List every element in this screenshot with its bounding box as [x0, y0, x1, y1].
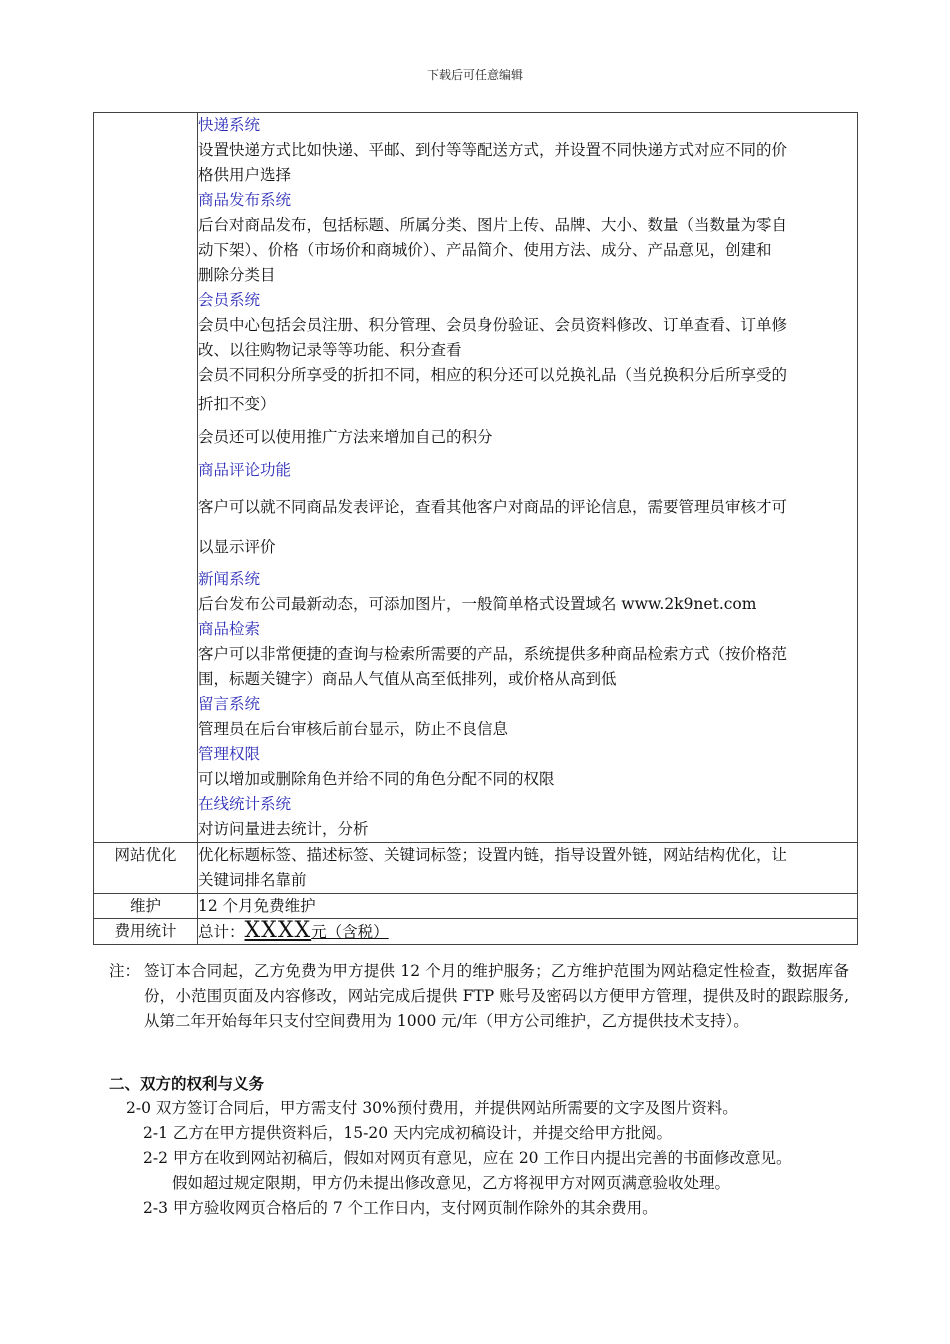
seo-line: 优化标题标签、描述标签、关键词标签；设置内链，指导设置外链，网站结构优化，让 — [198, 846, 788, 864]
feature-line: 可以增加或删除角色并给不同的角色分配不同的权限 — [198, 770, 555, 788]
note-text: 签订本合同起，乙方免费为甲方提供 12 个月的维护服务；乙方维护范围为网站稳定性检查，数据库备份，小范围页面及内容修改，网站完成后提供 FTP 账号及密码以方便甲方管理，提供及时的跟踪服务,从第二年开始每年只支付空间费用为 1000 元/年（甲方公司维护，乙方提供技术支持）。 — [144, 962, 849, 1030]
feature-line: 折扣不变） — [198, 395, 276, 413]
feature-line: 设置快递方式比如快递、平邮、到付等等配送方式，并设置不同快递方式对应不同的价 — [198, 141, 788, 159]
table-row-features — [94, 113, 858, 843]
feature-line: 管理员在后台审核后前台显示，防止不良信息 — [198, 720, 509, 738]
feature-title-member: 会员系统 — [198, 291, 261, 309]
seo-label: 网站优化 — [94, 843, 198, 894]
note-lead: 注： — [109, 962, 141, 980]
section-item: 2-1 乙方在甲方提供资料后，15-20 天内完成初稿设计，并提交给甲方批阅。 — [143, 1124, 673, 1142]
feature-title-guestbook: 留言系统 — [198, 695, 261, 713]
cost-prefix: 总计： — [198, 923, 245, 941]
features-content — [198, 113, 858, 843]
feature-title-product-publish: 商品发布系统 — [198, 191, 292, 209]
section-item: 假如超过规定限期，甲方仍未提出修改意见，乙方将视甲方对网页满意验收处理。 — [172, 1174, 731, 1192]
seo-content — [198, 843, 858, 894]
seo-line: 关键词排名靠前 — [198, 871, 307, 889]
feature-line: 会员中心包括会员注册、积分管理、会员身份验证、会员资料修改、订单查看、订单修 — [198, 316, 788, 334]
feature-line: 以显示评价 — [198, 538, 276, 556]
section-item: 2-2 甲方在收到网站初稿后，假如对网页有意见，应在 20 工作日内提出完善的书面修改意见。 — [143, 1149, 792, 1167]
maintenance-value: 12 个月免费维护 — [198, 894, 858, 919]
feature-title-search: 商品检索 — [198, 620, 261, 638]
table-row-cost — [94, 919, 858, 945]
feature-line: 客户可以非常便捷的查询与检索所需要的产品，系统提供多种商品检索方式（按价格范 — [198, 645, 788, 663]
feature-line: 对访问量进去统计，分析 — [198, 820, 369, 838]
table-row-maintenance — [94, 894, 858, 919]
feature-title-express: 快递系统 — [198, 116, 261, 134]
cost-suffix: 元（含税） — [311, 923, 389, 941]
section-item: 2-3 甲方验收网页合格后的 7 个工作日内，支付网页制作除外的其余费用。 — [143, 1199, 658, 1217]
feature-title-news: 新闻系统 — [198, 570, 261, 588]
feature-line: 后台对商品发布，包括标题、所属分类、图片上传、品牌、大小、数量（当数量为零自 — [198, 216, 788, 234]
feature-title-permissions: 管理权限 — [198, 745, 261, 763]
page-header: 下载后可任意编辑 — [426, 68, 523, 82]
feature-line: 动下架）、价格（市场价和商城价）、产品简介、使用方法、成分、产品意见，创建和 — [198, 241, 772, 259]
feature-line: 会员还可以使用推广方法来增加自己的积分 — [198, 428, 493, 446]
feature-line: 围，标题关键字）商品人气值从高至低排列，或价格从高到低 — [198, 670, 617, 688]
cost-value — [198, 919, 858, 945]
section-title: 二、双方的权利与义务 — [109, 1074, 265, 1093]
section-item: 2-0 双方签订合同后，甲方需支付 30%预付费用，并提供网站所需要的文字及图片资料。 — [126, 1099, 738, 1117]
maintenance-label: 维护 — [94, 894, 198, 919]
features-table — [93, 112, 858, 945]
feature-line: 删除分类目 — [198, 266, 276, 284]
cost-amount: XXXX — [244, 918, 312, 943]
table-row-seo — [94, 843, 858, 894]
feature-line: 格供用户选择 — [198, 166, 292, 184]
empty-label-cell — [94, 113, 198, 843]
feature-title-statistics: 在线统计系统 — [198, 795, 292, 813]
feature-title-review: 商品评论功能 — [198, 461, 292, 479]
feature-line: 会员不同积分所享受的折扣不同，相应的积分还可以兑换礼品（当兑换积分后所享受的 — [198, 366, 788, 384]
feature-line: 后台发布公司最新动态，可添加图片，一般简单格式设置域名 www.2k9net.com — [198, 595, 757, 613]
note-paragraph — [109, 959, 849, 1034]
feature-line: 客户可以就不同商品发表评论，查看其他客户对商品的评论信息，需要管理员审核才可 — [198, 498, 788, 516]
cost-label: 费用统计 — [94, 919, 198, 945]
feature-line: 改、以往购物记录等等功能、积分查看 — [198, 341, 462, 359]
